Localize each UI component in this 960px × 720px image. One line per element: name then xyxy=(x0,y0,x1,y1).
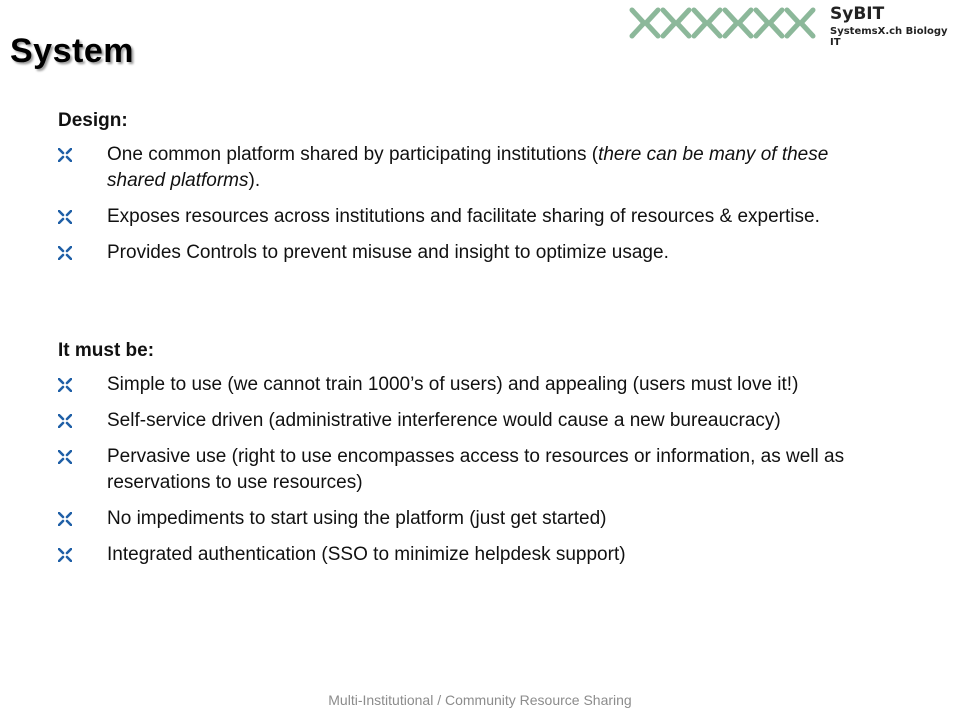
bullet-x-icon xyxy=(58,148,72,162)
list-item xyxy=(58,372,878,398)
must-heading: It must be: xyxy=(58,340,155,361)
bullet-x-icon xyxy=(58,548,72,562)
list-item xyxy=(58,444,878,496)
list-item-text: Provides Controls to prevent misuse and insight to optimize usage. xyxy=(107,242,669,263)
bullet-x-icon xyxy=(58,414,72,428)
list-item-text: there can be many of these shared platforms xyxy=(107,144,829,191)
list-item xyxy=(58,408,878,434)
list-item xyxy=(58,204,878,230)
logo-name: SyBIT xyxy=(830,4,885,24)
list-item xyxy=(58,240,878,266)
design-list xyxy=(58,142,878,276)
footer-text: Multi-Institutional / Community Resource Sharing xyxy=(328,692,632,708)
bullet-x-icon xyxy=(58,512,72,526)
bullet-x-icon xyxy=(58,450,72,464)
must-list xyxy=(58,372,878,578)
list-item-text: Self-service driven (administrative interference would cause a new bureaucracy) xyxy=(107,410,781,431)
list-item xyxy=(58,542,878,568)
list-item-text: Pervasive use (right to use encompasses access to resources or information, as well as reservations to use resources) xyxy=(107,446,845,493)
design-heading: Design: xyxy=(58,110,128,131)
list-item-text: Simple to use (we cannot train 1000’s of users) and appealing (users must love it!) xyxy=(107,374,799,395)
sybit-logo-icon xyxy=(628,6,822,40)
bullet-x-icon xyxy=(58,246,72,260)
logo-subtitle: SystemsX.ch Biology IT xyxy=(830,26,948,48)
list-item-text: No impediments to start using the platform (just get started) xyxy=(107,508,607,529)
list-item xyxy=(58,142,878,194)
list-item-text: One common platform shared by participating institutions ( xyxy=(107,144,599,165)
page-title: System xyxy=(10,32,134,70)
bullet-x-icon xyxy=(58,210,72,224)
list-item-text: ). xyxy=(248,170,261,191)
list-item xyxy=(58,506,878,532)
list-item-text: Exposes resources across institutions and facilitate sharing of resources & expertise. xyxy=(107,206,820,227)
list-item-text: Integrated authentication (SSO to minimize helpdesk support) xyxy=(107,544,626,565)
bullet-x-icon xyxy=(58,378,72,392)
